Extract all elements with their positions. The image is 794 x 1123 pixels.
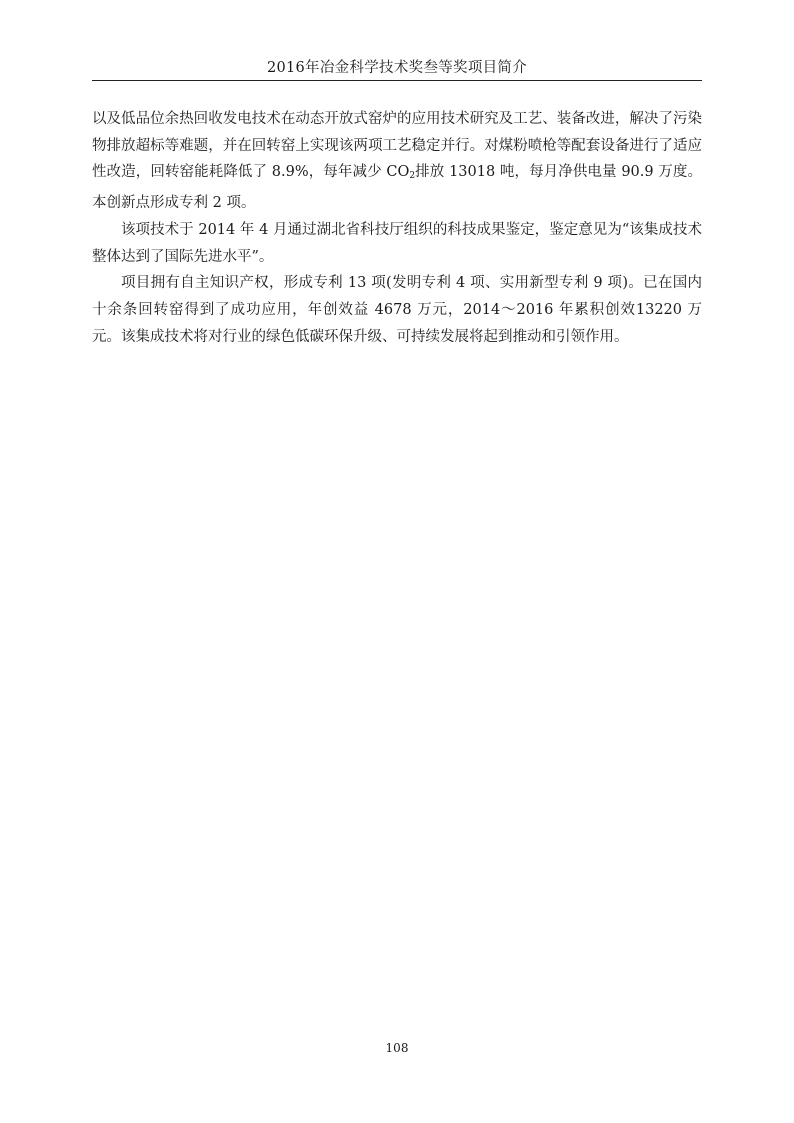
- paragraph-2: 该项技术于 2014 年 4 月通过湖北省科技厅组织的科技成果鉴定，鉴定意见为“该集成技术整体达到了国际先进水平”。: [92, 221, 702, 265]
- header-divider: [92, 80, 702, 81]
- co2-subscript: 2: [409, 171, 416, 182]
- paragraph-1-text-a: 以及低品位余热回收发电技术在动态开放式窑炉的应用技术研究及工艺、装备改进，解决了污染物排放超标等难题，并在回转窑上实现该两项工艺稳定并行。对煤粉喷枪等配套设备进行了适应性改造，回转窑能耗降低了 8.9%，每年减少 CO: [92, 111, 702, 181]
- paragraph-3: 项目拥有自主知识产权，形成专利 13 项(发明专利 4 项、实用新型专利 9 项)。已在国内十余条回转窑得到了成功应用，年创效益 4678 万元，2014～2016 年累积创效13220 万元。该集成技术将对行业的绿色低碳环保升级、可持续发展将起到推动和引领作用。: [92, 275, 702, 345]
- document-body: [92, 106, 702, 350]
- page-header-title: 2016年冶金科学技术奖叁等奖项目简介: [266, 60, 528, 76]
- paragraph-1-text-b: 排放 13018 吨，每月净供电量 90.9 万度。本创新点形成专利 2 项。: [92, 164, 702, 212]
- paragraph-1: [92, 106, 702, 217]
- page-number: 108: [385, 1041, 409, 1055]
